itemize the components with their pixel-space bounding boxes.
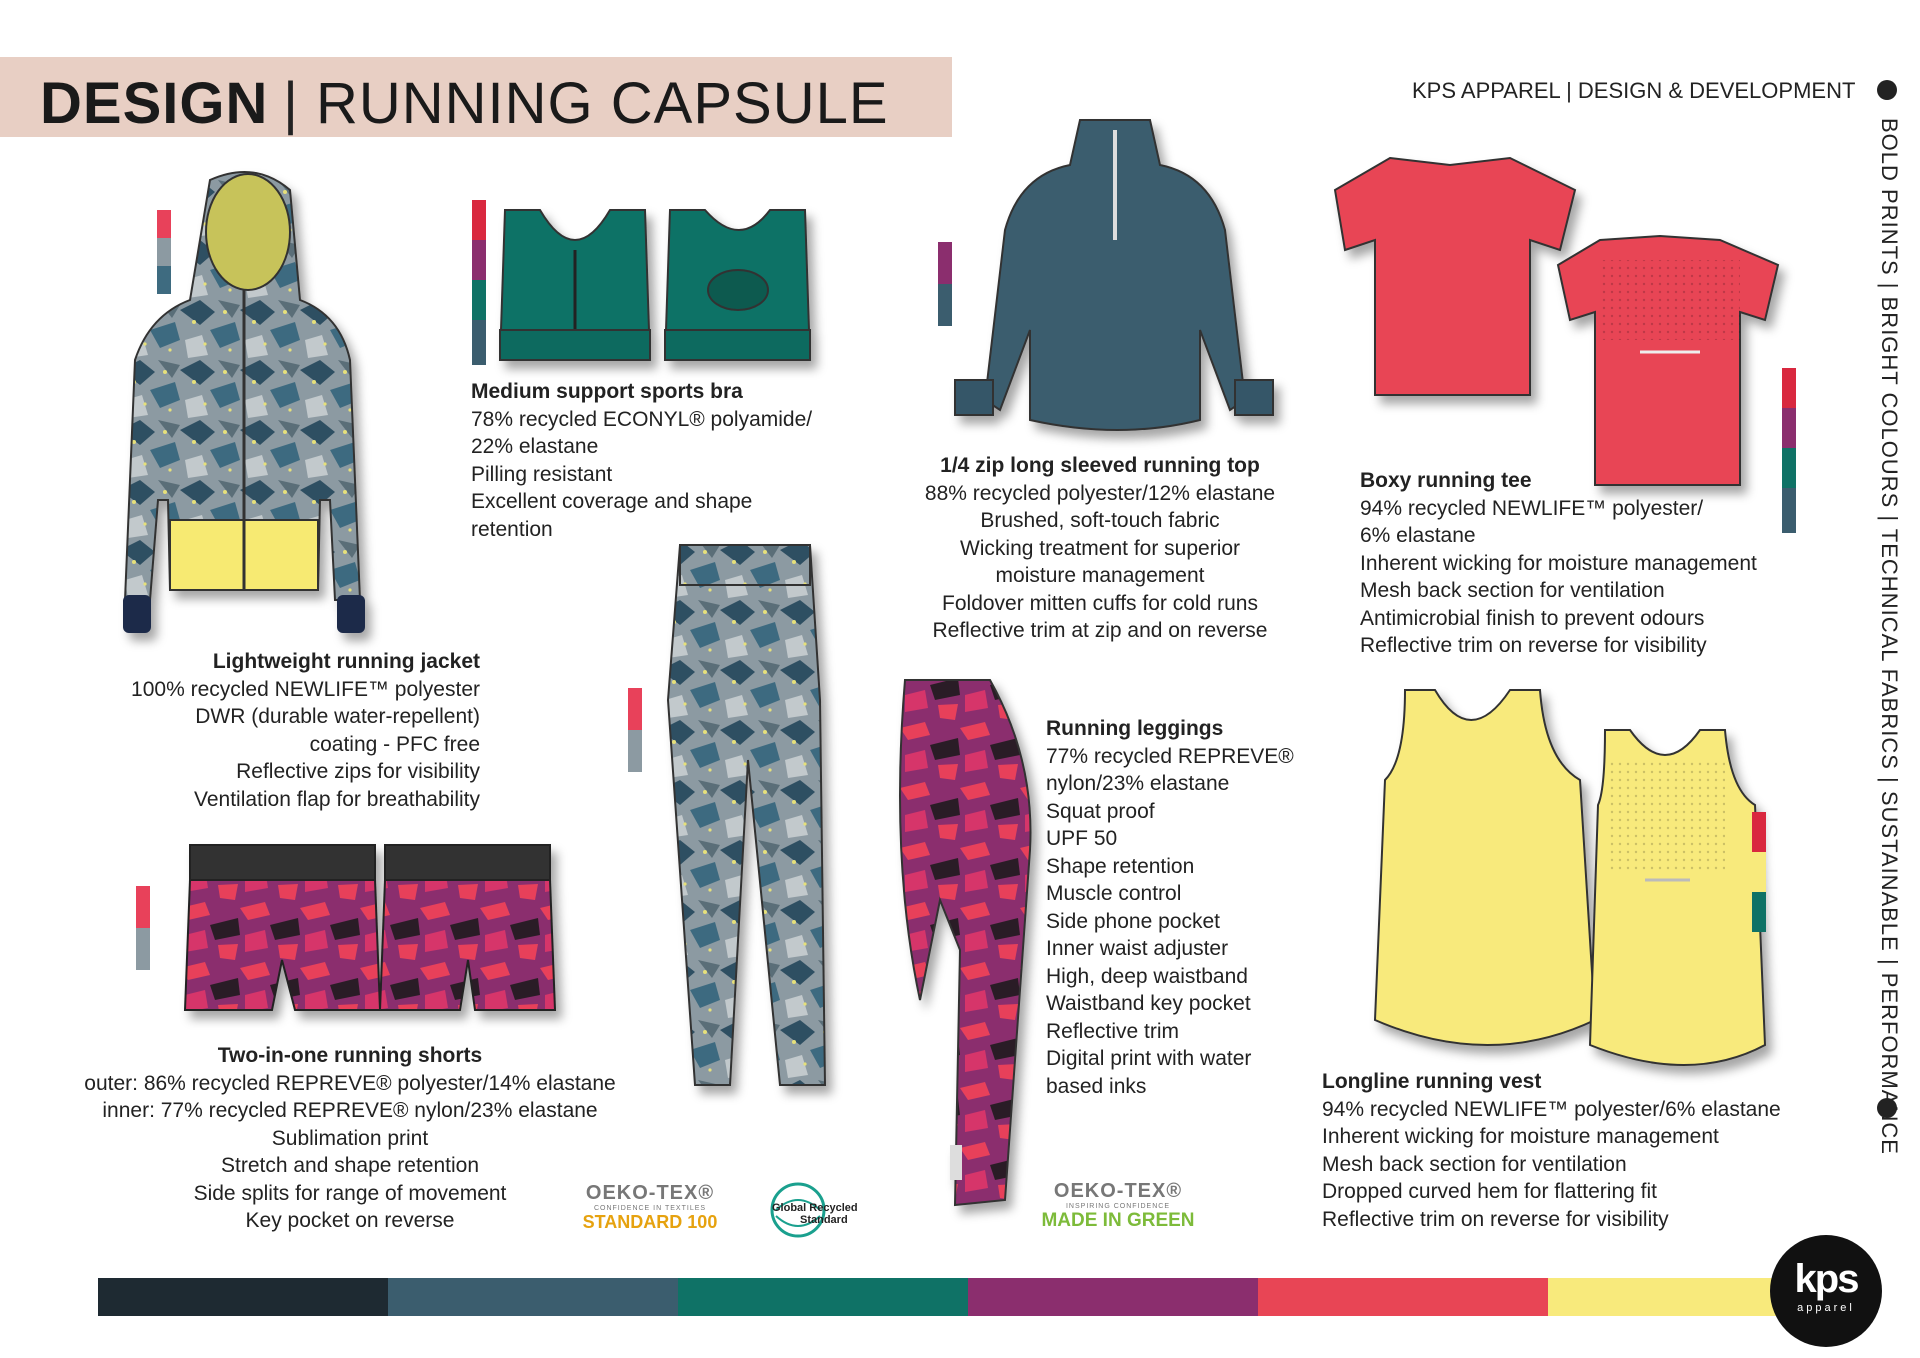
leggings-line: Waistband key pocket — [1046, 992, 1251, 1015]
leggings-line: Muscle control — [1046, 882, 1182, 905]
oeko-sub: CONFIDENCE IN TEXTILES — [593, 1205, 707, 1212]
swatch-vest — [1752, 812, 1766, 932]
grs-line-1: Global Recycled — [772, 1202, 858, 1214]
zip-top-specs — [880, 452, 1320, 645]
leggings-line: Side phone pocket — [1046, 909, 1220, 933]
palette-band-3 — [678, 1278, 968, 1316]
vest-title: Longline running vest — [1322, 1070, 1542, 1093]
oeko-green-name: OEKO-TEX® — [1053, 1180, 1183, 1202]
company-line: KPS APPAREL | DESIGN & DEVELOPMENT — [1412, 78, 1856, 103]
leggings-line: based inks — [1046, 1074, 1147, 1098]
palette-band-6 — [1548, 1278, 1790, 1316]
shorts-line: Sublimation print — [271, 1126, 429, 1150]
tee-line: Inherent wicking for moisture management — [1360, 551, 1757, 575]
bra-line: 22% elastane — [471, 435, 599, 458]
jacket-title: Lightweight running jacket — [212, 650, 480, 673]
tee-line: Reflective trim on reverse for visibility — [1360, 634, 1707, 657]
leggings-line: nylon/23% elastane — [1046, 772, 1230, 795]
leggings-pink-illustration — [900, 680, 1031, 1205]
bra-line: retention — [471, 517, 553, 541]
shorts-line: Key pocket on reverse — [245, 1209, 455, 1232]
zip-top-line: Foldover mitten cuffs for cold runs — [942, 591, 1258, 615]
leggings-line: Reflective trim — [1046, 1019, 1180, 1043]
kps-mark: kps — [1794, 1257, 1858, 1301]
vest-line: Inherent wicking for moisture management — [1322, 1125, 1719, 1148]
leggings-line: UPF 50 — [1046, 827, 1118, 850]
bra-specs — [471, 378, 891, 543]
jacket-line: DWR (durable water-repellent) — [195, 705, 480, 728]
tee-title: Boxy running tee — [1360, 469, 1532, 492]
leggings-line: High, deep waistband — [1046, 964, 1248, 988]
leggings-line: Squat proof — [1046, 799, 1155, 823]
oeko-tex-standard-logo — [560, 1182, 740, 1233]
kps-logo — [1770, 1235, 1882, 1347]
bra-line: 78% recycled ECONYL® polyamide/ — [471, 407, 813, 431]
swatch-jacket — [157, 210, 171, 294]
jacket-line: coating - PFC free — [309, 732, 480, 756]
palette-band-4 — [968, 1278, 1258, 1316]
sports-bra-illustration — [500, 210, 810, 360]
shorts-line: Side splits for range of movement — [193, 1181, 507, 1205]
shorts-title: Two-in-one running shorts — [217, 1044, 483, 1067]
vest-line: 94% recycled NEWLIFE™ polyester/6% elastane — [1322, 1097, 1781, 1121]
jacket-line: 100% recycled NEWLIFE™ polyester — [131, 677, 480, 701]
tee-specs — [1360, 467, 1820, 660]
leggings-line: Inner waist adjuster — [1046, 937, 1229, 960]
grs-logo — [768, 1180, 888, 1240]
zip-top-title: 1/4 zip long sleeved running top — [940, 454, 1260, 477]
oeko-label: STANDARD 100 — [582, 1212, 718, 1232]
tee-line: Antimicrobial finish to prevent odours — [1360, 606, 1705, 630]
oeko-green-sub: INSPIRING CONFIDENCE — [1065, 1203, 1170, 1210]
grs-line-2: Standard — [800, 1214, 848, 1226]
title-separator: | — [283, 71, 299, 136]
vest-line: Dropped curved hem for flattering fit — [1322, 1180, 1657, 1203]
leggings-title: Running leggings — [1046, 717, 1224, 740]
vest-illustration — [1375, 690, 1765, 1065]
bra-line: Pilling resistant — [471, 462, 613, 486]
swatch-shorts — [136, 886, 150, 970]
vest-line: Reflective trim on reverse for visibility — [1322, 1207, 1669, 1231]
jacket-line: Reflective zips for visibility — [236, 760, 480, 783]
boxy-tee-illustration — [1335, 158, 1778, 485]
shorts-illustration — [185, 845, 555, 1010]
shorts-line: inner: 77% recycled REPREVE® nylon/23% elastane — [102, 1099, 598, 1122]
page-title-bold: DESIGN — [40, 71, 269, 136]
kps-sub: apparel — [1797, 1302, 1855, 1314]
palette-band-1 — [98, 1278, 388, 1316]
zip-top-line: Wicking treatment for superior — [959, 536, 1241, 560]
leggings-line: Digital print with water — [1046, 1047, 1252, 1070]
jacket-specs — [40, 648, 480, 813]
bra-title: Medium support sports bra — [471, 380, 743, 403]
zip-top-line: Reflective trim at zip and on reverse — [932, 619, 1268, 642]
zip-top-line: 88% recycled polyester/12% elastane — [924, 481, 1276, 505]
leggings-grey-illustration — [668, 545, 825, 1085]
shorts-line: Stretch and shape retention — [220, 1154, 479, 1177]
page-title: RUNNING CAPSULE — [316, 71, 889, 136]
palette-band-2 — [388, 1278, 678, 1316]
oeko-name: OEKO-TEX® — [585, 1182, 715, 1204]
swatch-bra — [472, 200, 486, 365]
tee-line: 94% recycled NEWLIFE™ polyester/ — [1360, 496, 1704, 520]
zip-top-line: moisture management — [995, 564, 1205, 587]
zip-top-line: Brushed, soft-touch fabric — [980, 509, 1220, 532]
leggings-line: 77% recycled REPREVE® — [1046, 744, 1294, 768]
tee-line: 6% elastane — [1360, 524, 1476, 547]
leggings-line: Shape retention — [1046, 854, 1195, 878]
bra-line: Excellent coverage and shape — [471, 490, 753, 513]
jacket-line: Ventilation flap for breathability — [193, 787, 480, 811]
vest-specs — [1322, 1068, 1782, 1233]
vertical-tagline: BOLD PRINTS | BRIGHT COLOURS | TECHNICAL FABRICS | SUSTAINABLE | PERFORMANCE — [1877, 118, 1902, 1155]
oeko-tex-green-logo — [1018, 1180, 1218, 1232]
swatch-zip-top — [938, 242, 952, 326]
oeko-green-label: MADE IN GREEN — [1041, 1210, 1195, 1231]
vest-line: Mesh back section for ventilation — [1322, 1152, 1627, 1176]
shorts-line: outer: 86% recycled REPREVE® polyester/14% elastane — [84, 1071, 616, 1095]
leggings-specs — [1046, 715, 1336, 1100]
swatch-leggings — [628, 688, 642, 772]
palette-band-5 — [1258, 1278, 1548, 1316]
tee-line: Mesh back section for ventilation — [1360, 579, 1665, 602]
zip-top-illustration — [955, 120, 1273, 430]
